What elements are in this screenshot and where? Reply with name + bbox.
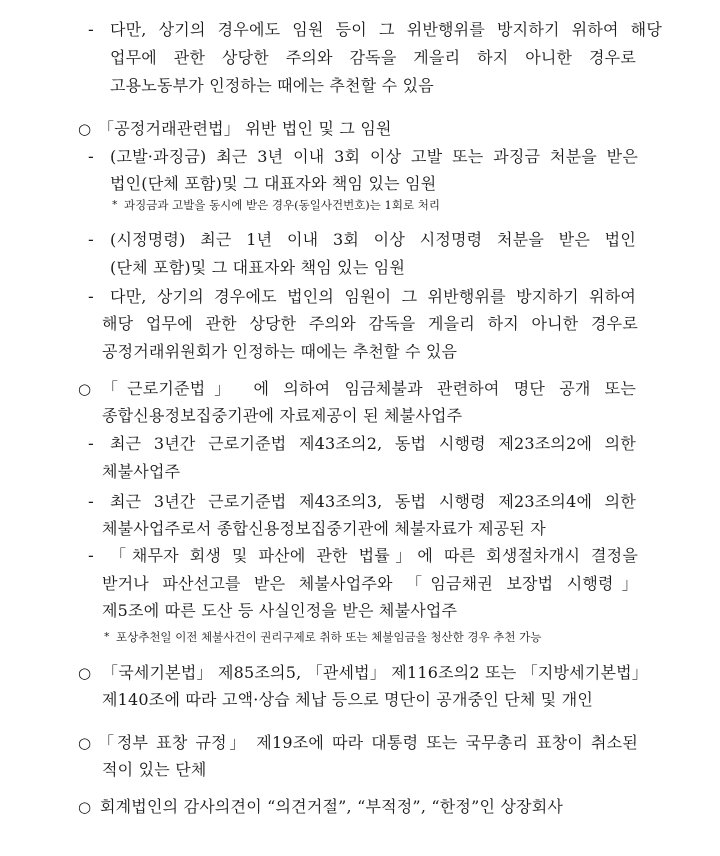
circle-bullet-icon: ○: [78, 664, 92, 682]
text-line: 업무에 관한 상당한 주의와 감독을 게을리 하지 아니한 경우로: [110, 48, 636, 67]
circle-bullet-icon: ○: [78, 734, 92, 752]
text-line: 체불사업주: [102, 462, 181, 481]
text-line: 공정거래위원회가 인정하는 때에는 추천할 수 있음: [102, 342, 458, 361]
text-line: (단체 포함)및 그 대표자와 책임 있는 임원: [110, 258, 406, 277]
section-heading: 회계법인의 감사의견이 “의견거절”, “부적정”, “한정”인 상장회사: [100, 797, 564, 816]
dash-marker: -: [88, 492, 94, 511]
circle-bullet-icon: ○: [78, 380, 92, 398]
text-line: 체불사업주로서 종합신용정보집중기관에 체불자료가 제공된 자: [102, 519, 546, 538]
section-heading-line: 종합신용정보집중기관에 자료제공이 된 체불사업주: [102, 406, 463, 425]
text-line: (고발·과징금) 최근 3년 이내 3회 이상 고발 또는 과징금 처분을 받은: [110, 147, 638, 166]
text-line: 최근 3년간 근로기준법 제43조의2, 동법 시행령 제23조의2에 의한: [110, 434, 636, 453]
text-line: 받거나 파산선고를 받은 체불사업주와 「임금채권 보장법 시행령」: [102, 574, 638, 593]
footnote: 과징금과 고발을 동시에 받은 경우(동일사건번호)는 1회로 처리: [124, 198, 440, 212]
star-marker: *: [112, 198, 118, 211]
dash-marker: -: [88, 287, 94, 306]
dash-marker: -: [88, 147, 94, 166]
text-line: 「채무자 회생 및 파산에 관한 법률」에 따른 회생절차개시 결정을: [110, 546, 638, 565]
dash-marker: -: [88, 546, 94, 565]
text-line: (시정명령) 최근 1년 이내 3회 이상 시정명령 처분을 받은 법인: [110, 230, 636, 249]
dash-marker: -: [88, 230, 94, 249]
text-line: 해당 업무에 관한 상당한 주의와 감독을 게을리 하지 아니한 경우로: [102, 314, 638, 333]
dash-marker: -: [88, 434, 94, 453]
section-heading: 「공정거래관련법」 위반 법인 및 그 임원: [98, 119, 392, 138]
section-heading: 「근로기준법」 에 의하여 임금체불과 관련하여 명단 공개 또는: [102, 379, 636, 398]
text-line: 고용노동부가 인정하는 때에는 추천할 수 있음: [110, 76, 434, 95]
circle-bullet-icon: ○: [78, 120, 92, 138]
text-line: 제5조에 따른 도산 등 사실인정을 받은 체불사업주: [102, 601, 458, 620]
section-heading: 「정부 표창 규정」 제19조에 따라 대통령 또는 국무총리 표창이 취소된: [98, 733, 638, 752]
section-heading-line: 제140조에 따라 고액·상습 체납 등으로 명단이 공개중인 단체 및 개인: [102, 690, 594, 709]
text-line: 다만, 상기의 경우에도 임원 등이 그 위반행위를 방지하기 위하여 해당: [110, 20, 662, 39]
section-heading-line: 적이 있는 단체: [102, 760, 207, 779]
circle-bullet-icon: ○: [78, 798, 92, 816]
footnote: 포상추천일 이전 체불사건이 권리구제로 취하 또는 체불임금을 청산한 경우 추천 가능: [116, 630, 542, 644]
section-heading: 「국세기본법」 제85조의5, 「관세법」 제116조의2 또는 「지방세기본법」: [102, 663, 649, 682]
dash-marker: -: [88, 20, 94, 39]
text-line: 최근 3년간 근로기준법 제43조의3, 동법 시행령 제23조의4에 의한: [110, 492, 636, 511]
text-line: 다만, 상기의 경우에도 법인의 임원이 그 위반행위를 방지하기 위하여: [110, 287, 636, 306]
text-line: 법인(단체 포함)및 그 대표자와 책임 있는 임원: [110, 174, 437, 193]
star-marker: *: [104, 630, 110, 643]
